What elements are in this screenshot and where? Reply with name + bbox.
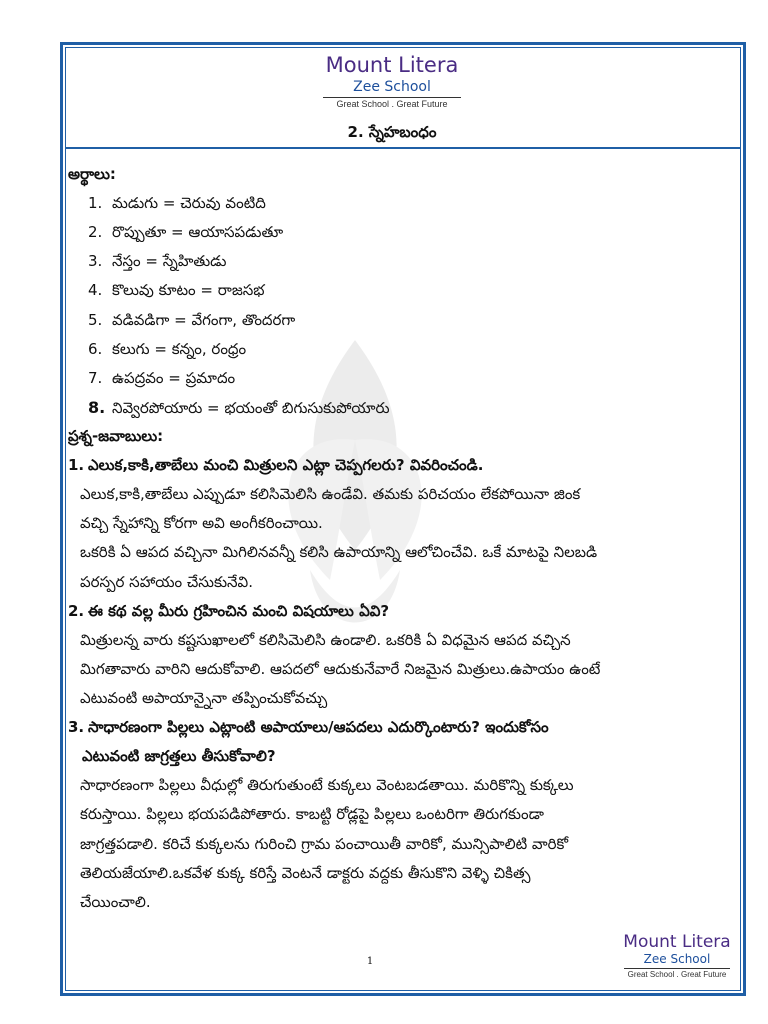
meaning-number: 8. bbox=[88, 397, 106, 417]
meanings-heading: అర్థాలు: bbox=[68, 165, 116, 183]
answer-line: తెలియజేయాలి.ఒకవేళ కుక్క కరిస్తే వెంటనే డాక్టరు వద్దకు తీసుకొని వెళ్ళి చికిత్స bbox=[80, 863, 531, 882]
meaning-text: కలుగు = కన్నం, రంధ్రం bbox=[112, 339, 247, 358]
answer-line: సాధారణంగా పిల్లలు వీధుల్లో తిరుగుతుంటే కుక్కలు వెంటబడతాయి. మరికొన్ని కుక్కలు bbox=[80, 776, 574, 795]
page-number: 1 bbox=[366, 956, 374, 967]
meaning-item bbox=[88, 393, 738, 422]
meaning-number: 7. bbox=[88, 368, 103, 387]
meaning-number: 3. bbox=[88, 252, 103, 271]
question-number: 3. bbox=[68, 718, 85, 737]
meaning-text: వడివడిగా = వేగంగా, తొందరగా bbox=[112, 310, 296, 329]
question-3 bbox=[68, 713, 738, 742]
question-text: ఎలుక,కాకి,తాబేలు మంచి మిత్రులని ఎట్లా చెప్పగలరు? వివరించండి. bbox=[88, 456, 484, 475]
answer-line: కరుస్తాయి. పిల్లలు భయపడిపోతారు. కాబట్టి రోడ్లపై పిల్లలు ఒంటరిగా తిరుగకుండా bbox=[80, 805, 544, 824]
logo-school-text: Zee School bbox=[643, 952, 711, 966]
school-logo-footer bbox=[620, 932, 734, 980]
question-1 bbox=[68, 451, 738, 480]
meaning-item bbox=[88, 335, 738, 364]
meaning-number: 1. bbox=[88, 194, 103, 213]
meaning-number: 2. bbox=[88, 223, 103, 242]
answer-line: మిత్రులన్న వారు కష్టసుఖాలలో కలిసిమెలిసి ఉండాలి. ఒకరికి ఏ విధమైన ఆపద వచ్చిన bbox=[80, 630, 571, 649]
answer-line: ఒకరికి ఏ ఆపద వచ్చినా మిగిలినవన్నీ కలిసి ఉపాయాన్ని ఆలోచించేవి. ఒకే మాటపై నిలబడి bbox=[80, 543, 598, 562]
meaning-item bbox=[88, 189, 738, 218]
meaning-item bbox=[88, 247, 738, 276]
answer-line: వచ్చి స్నేహాన్ని కోరగా అవి అంగీకరించాయి. bbox=[80, 514, 323, 533]
question-text: ఈ కథ వల్ల మీరు గ్రహించిన మంచి విషయాలు ఏవి? bbox=[88, 601, 390, 620]
meaning-text: ఉపద్రవం = ప్రమాదం bbox=[112, 368, 236, 387]
question-number: 2. bbox=[68, 601, 85, 620]
meaning-text: రొప్పుతూ = ఆయాసపడుతూ bbox=[112, 223, 284, 242]
meaning-number: 5. bbox=[88, 310, 103, 329]
answer-line: ఎలుక,కాకి,తాబేలు ఎప్పుడూ కలిసిమెలిసి ఉండేవి. తమకు పరిచయం లేకపోయినా జింక bbox=[80, 485, 581, 504]
school-logo-header bbox=[292, 52, 492, 111]
meaning-item bbox=[88, 276, 738, 305]
question-2 bbox=[68, 597, 738, 626]
worksheet-body bbox=[0, 160, 768, 917]
qa-heading: ప్రశ్న-జవాబులు: bbox=[68, 426, 164, 445]
meaning-number: 4. bbox=[88, 281, 103, 300]
meaning-number: 6. bbox=[88, 339, 103, 358]
header-divider bbox=[65, 147, 741, 149]
question-text: సాధారణంగా పిల్లలు ఎట్లాంటి అపాయాలు/ఆపదలు ఎదుర్కొంటారు? ఇందుకోసం bbox=[88, 718, 549, 737]
logo-brand-text: Mount Litera bbox=[623, 932, 731, 952]
question-text-continued: ఎటువంటి జాగ్రత్తలు తీసుకోవాలి? bbox=[82, 747, 276, 766]
logo-tagline: Great School . Great Future bbox=[336, 99, 448, 109]
meaning-item bbox=[88, 218, 738, 247]
answer-line: జాగ్రత్తపడాలి. కరిచే కుక్కలను గురించి గ్రామ పంచాయితీ వారికో, మున్సిపాలిటి వారికో bbox=[80, 834, 569, 853]
lesson-title: 2. స్నేహబంధం bbox=[347, 123, 437, 141]
meaning-text: మడుగు = చెరువు వంటిది bbox=[112, 194, 266, 213]
answer-line: ఎటువంటి అపాయాన్నైనా తప్పించుకోవచ్చు bbox=[80, 688, 328, 707]
answer-line: పరస్పర సహాయం చేసుకునేవి. bbox=[80, 572, 253, 591]
answer-line: చేయించాలి. bbox=[80, 892, 151, 911]
meaning-text: నేస్తం = స్నేహితుడు bbox=[112, 252, 227, 271]
answer-line: మిగతావారు వారిని ఆదుకోవాలి. ఆపదలో ఆదుకునేవారే నిజమైన మిత్రులు.ఉపాయం ఉంటే bbox=[80, 659, 601, 678]
logo-brand-text: Mount Litera bbox=[325, 53, 459, 77]
meaning-item bbox=[88, 306, 738, 335]
logo-tagline: Great School . Great Future bbox=[627, 970, 727, 979]
meaning-item bbox=[88, 364, 738, 393]
meaning-text: నివ్వెరపోయారు = భయంతో బిగుసుకుపోయారు bbox=[112, 398, 390, 417]
question-number: 1. bbox=[68, 456, 85, 475]
logo-school-text: Zee School bbox=[353, 79, 431, 95]
meaning-text: కొలువు కూటం = రాజసభ bbox=[112, 281, 265, 300]
